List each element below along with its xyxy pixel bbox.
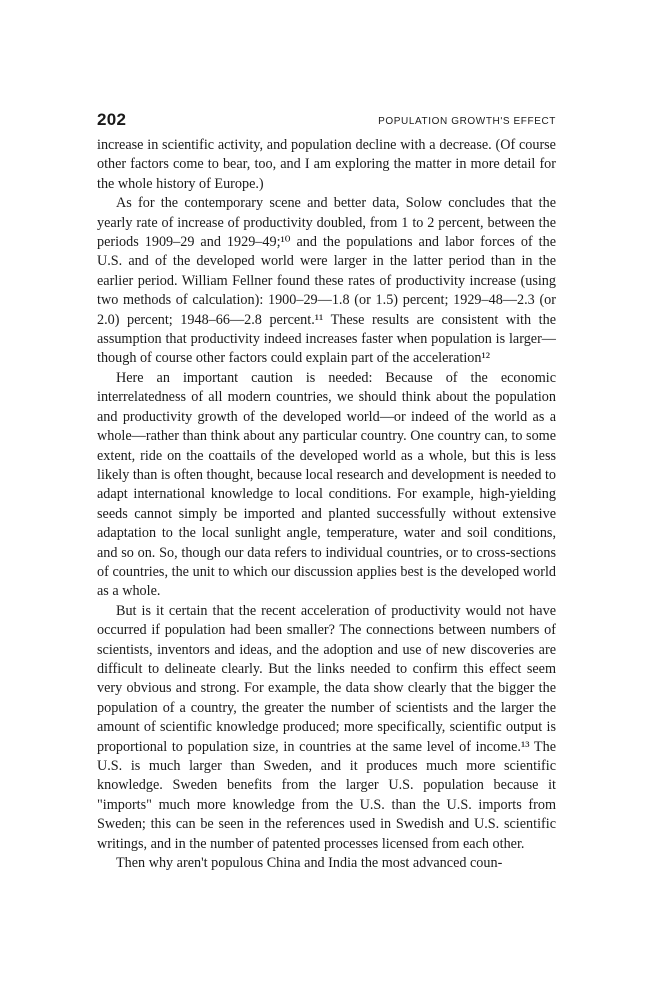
body-text bbox=[97, 136, 556, 873]
page-number: 202 bbox=[97, 110, 127, 129]
running-head bbox=[97, 110, 556, 136]
book-page bbox=[97, 110, 556, 873]
paragraph-1: increase in scientific activity, and population decline with a decrease. (Of course other factors come to bear, too, and I am exploring the matter in more detail for the whole history of Europe.) bbox=[97, 137, 556, 192]
paragraph-2: As for the contemporary scene and better data, Solow concludes that the yearly rate of increase of productivity doubled, from 1 to 2 percent, between the periods 1909–29 and 1929–49;¹⁰ and the populations and labor forces of the U.S. and of the developed world were larger in the latter period than in the earlier period. William Fellner found these rates of productivity increase (using two methods of calculation): 1900–29—1.8 (or 1.5) percent; 1929–48—2.3 (or 2.0) percent; 1948–66—2.8 percent.¹¹ These results are consistent with the assumption that productivity indeed increases faster when population is larger—though of course other factors could explain part of the acceleration¹² bbox=[97, 195, 556, 367]
paragraph-5: Then why aren't populous China and India the most advanced coun- bbox=[116, 855, 503, 872]
paragraph-3: Here an important caution is needed: Because of the economic interrelatedness of all modern countries, we should think about the population and productivity growth of the developed world—or indeed of the world as a whole—rather than think about any particular country. One country can, to some extent, ride on the coattails of the developed world as a whole, but this is less likely than is often thought, because local research and development is needed to adapt international knowledge to local conditions. For example, high-yielding seeds cannot simply be imported and planted successfully without extensive adaptation to the local sunlight angle, temperature, water and soil conditions, and so on. So, though our data refers to individual countries, or to cross-sections of countries, the unit to which our discussion applies best is the developed world as a whole. bbox=[97, 369, 556, 600]
running-title: POPULATION GROWTH'S EFFECT bbox=[378, 116, 556, 127]
paragraph-4: But is it certain that the recent acceleration of productivity would not have occurred if population had been smaller? The connections between numbers of scientists, inventors and ideas, and the adoption and use of new discoveries are difficult to delineate clearly. But the links needed to confirm this effect seem very obvious and strong. For example, the data show clearly that the bigger the population of a country, the greater the number of scientists and the larger the amount of scientific knowledge produced; more specifically, scientific output is proportional to population size, in countries at the same level of income.¹³ The U.S. is much larger than Sweden, and it produces much more scientific knowledge. Sweden benefits from the larger U.S. population because it "imports" much more knowledge from the U.S. than the U.S. imports from Sweden; this can be seen in the references used in Swedish and U.S. scientific writings, and in the number of patented processes licensed from each other. bbox=[97, 602, 556, 852]
